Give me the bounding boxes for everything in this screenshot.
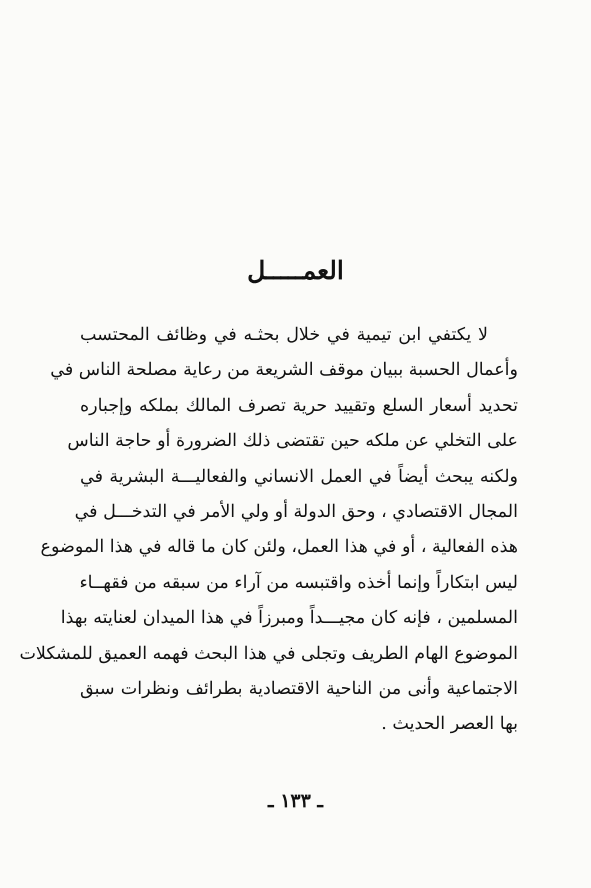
paragraph-line: وأعمال الحسبة ببيان موقف الشريعة من رعاية مصلحة الناس في — [50, 360, 518, 381]
body-paragraph — [19, 318, 518, 743]
page-number: ـ ١٣٣ ـ — [268, 790, 323, 812]
paragraph-line: تحديد أسعار السلع وتقييد حرية تصرف المالك بملكه وإجباره — [80, 395, 518, 416]
paragraph-line: هذه الفعالية ، أو في هذا العمل، ولئن كان ما قاله في هذا الموضوع — [40, 537, 518, 558]
paragraph-line: ولكنه يبحث أيضاً في العمل الانساني والفعاليـــة البشرية في — [80, 466, 518, 487]
paragraph-line: ليس ابتكاراً وإنما أخذه واقتبسه من آراء من سبقه من فقهــاء — [79, 572, 518, 593]
paragraph-line: المجال الاقتصادي ، وحق الدولة أو ولي الأمر في التدخـــل في — [74, 501, 518, 522]
paragraph-line: بها العصر الحديث . — [381, 714, 518, 735]
paragraph-line: الموضوع الهام الطريف وتجلى في هذا البحث فهمه العميق للمشكلات — [19, 643, 518, 664]
chapter-title: العمـــــل — [247, 256, 344, 285]
paragraph-line: لا يكتفي ابن تيمية في خلال بحثـه في وظائف المحتسب — [80, 325, 488, 345]
paragraph-line: الاجتماعية وأنى من الناحية الاقتصادية بطرائف ونظرات سبق — [80, 678, 518, 699]
paragraph-line: المسلمين ، فإنه كان مجيـــداً ومبرزاً في هذا الميدان لعنايته بهذا — [60, 608, 518, 629]
paragraph-line: على التخلي عن ملكه حين تقتضى ذلك الضرورة أو حاجة الناس — [67, 431, 518, 452]
